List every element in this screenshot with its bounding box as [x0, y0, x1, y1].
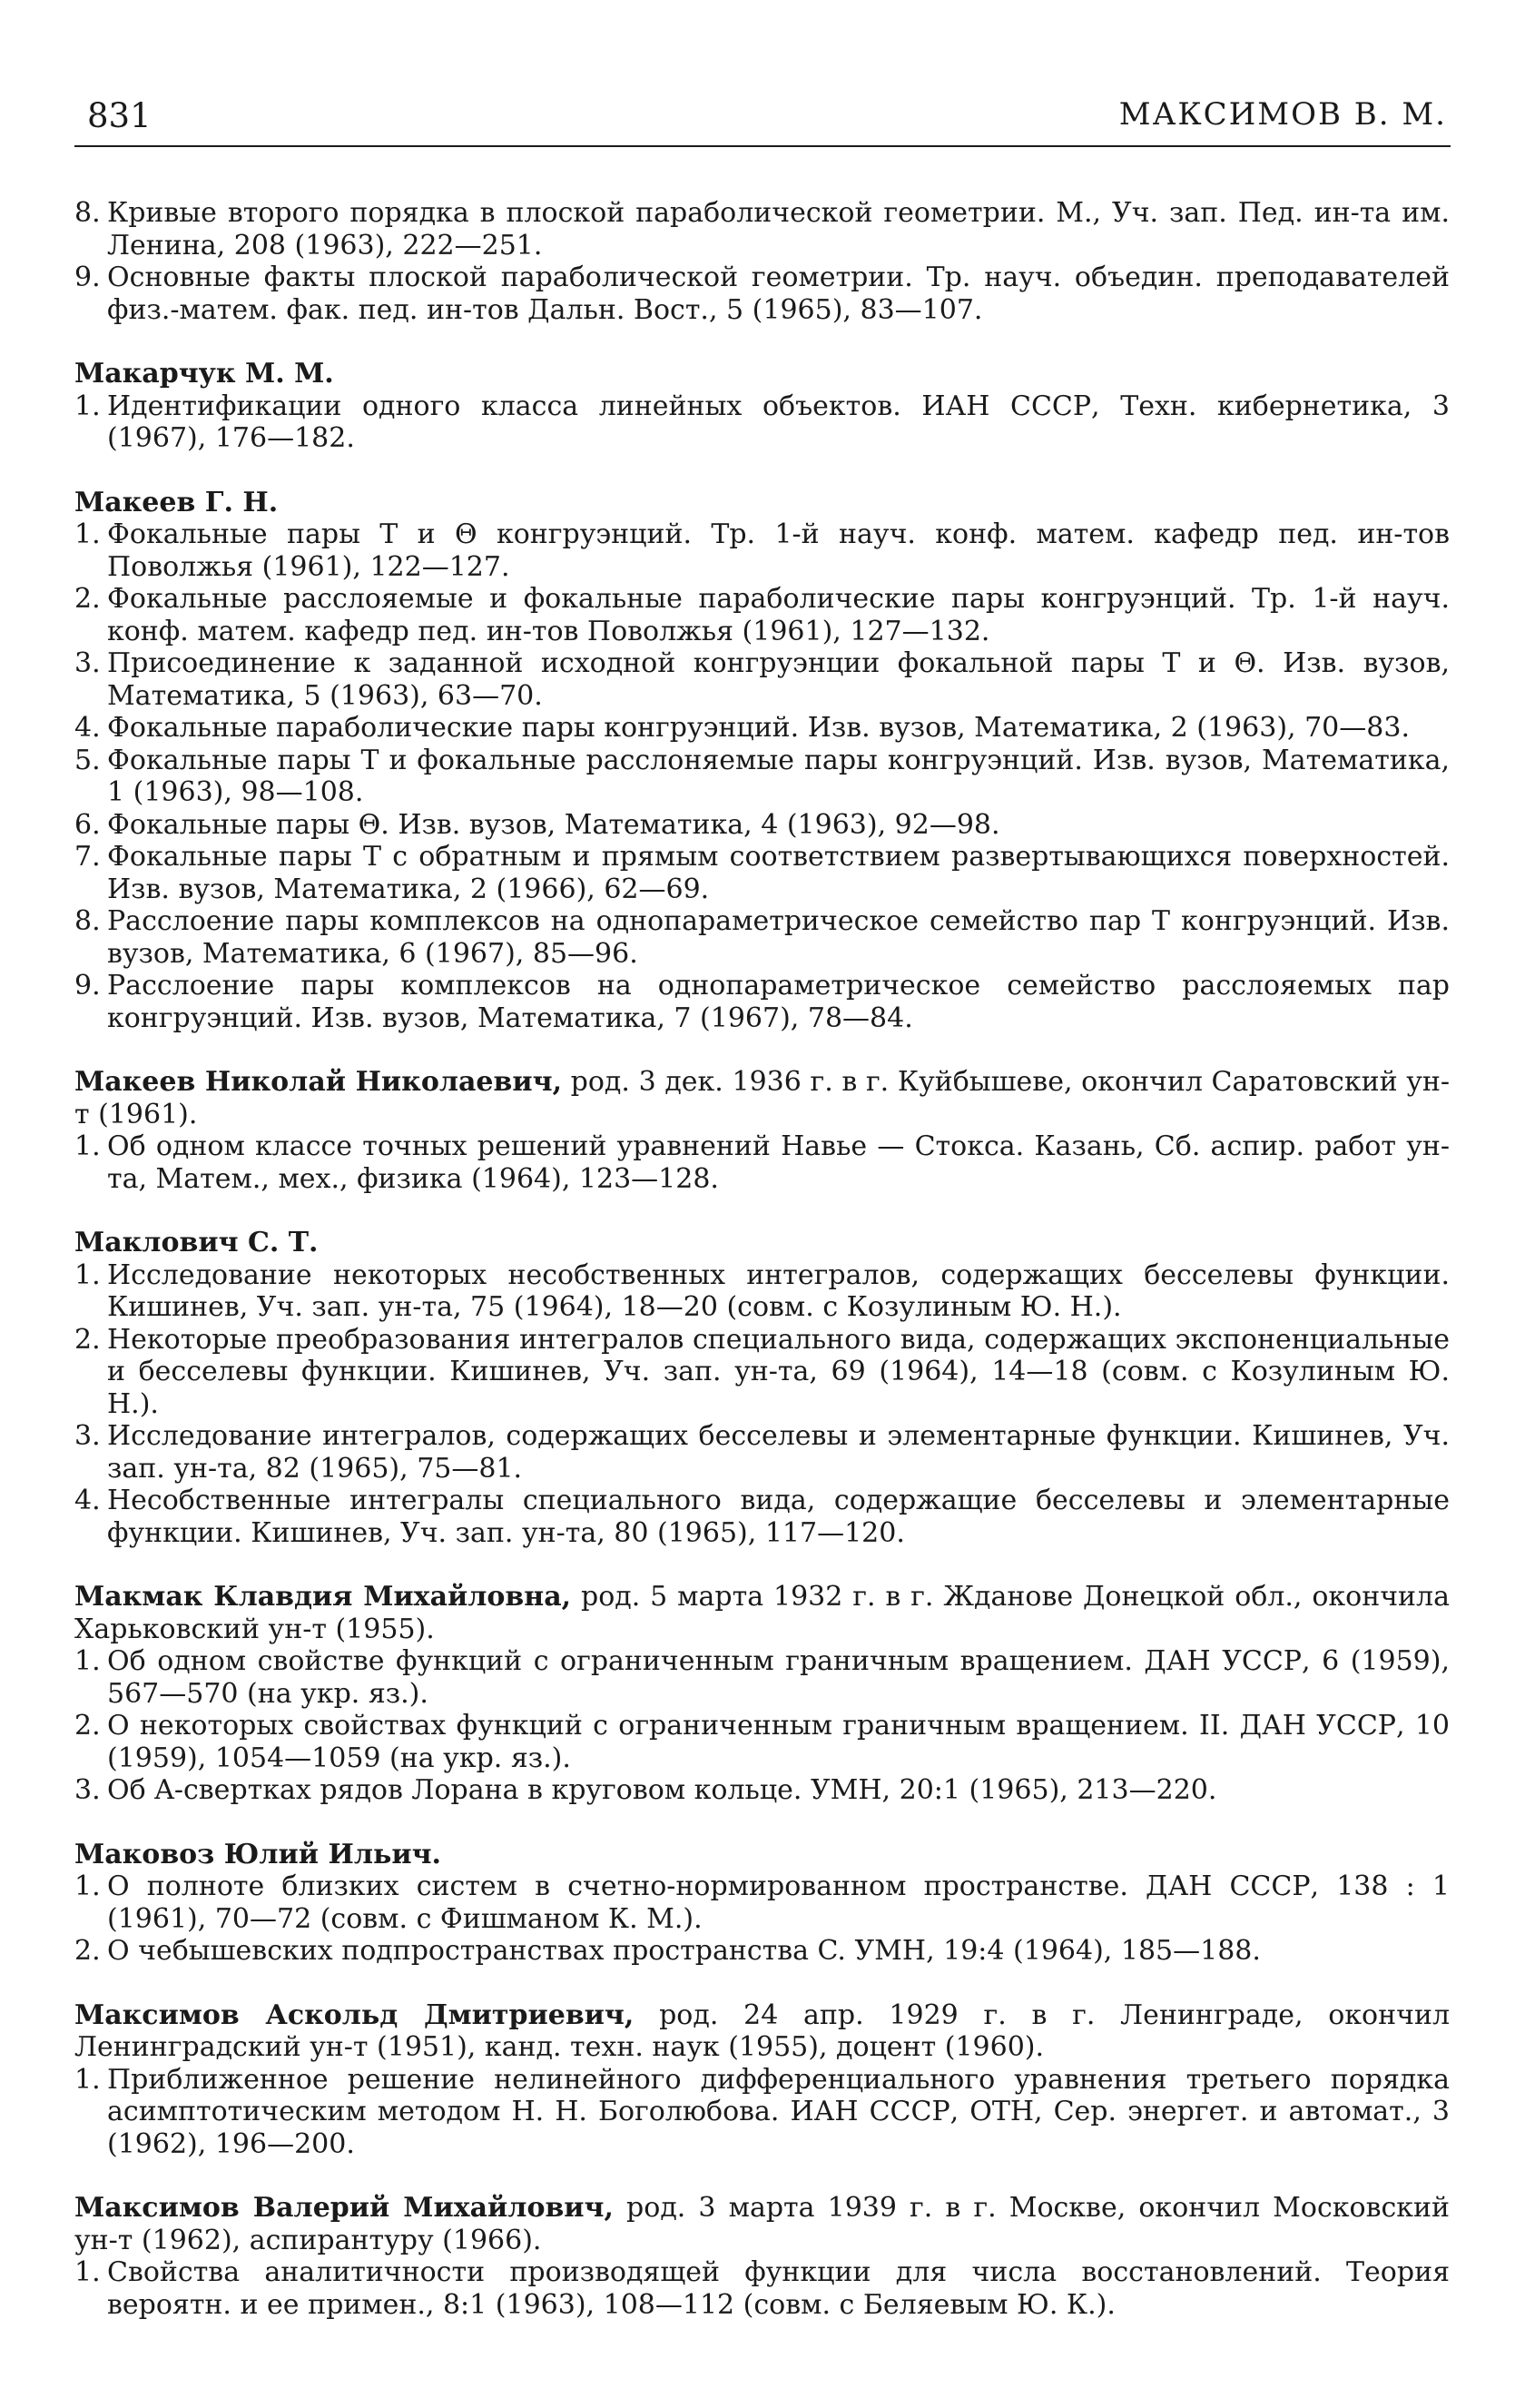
author-name: Маковоз Юлий Ильич. [74, 1838, 441, 1870]
item-number: 3. [74, 1420, 101, 1452]
item-number: 9. [74, 970, 101, 1002]
item-number: 8. [74, 197, 101, 229]
author-bio: род. 3 марта 1939 г. в г. Москве, окончил Московский ун-т (1962), аспирантуру (1966). [74, 2192, 1451, 2256]
item-text: Кривые второго порядка в плоской параболической геометрии. М., Уч. зап. Пед. ин-та им. Ленина, 208 (1963), 222—251. [107, 197, 1450, 262]
page-number: 831 [87, 96, 152, 135]
author-name: Маклович С. Т. [74, 1227, 319, 1258]
item-number: 2. [74, 583, 101, 615]
item-text: Несобственные интегралы специального вида, содержащие бесселевы и элементарные функции. Кишинев, Уч. зап. ун-та, 80 (1965), 117—120. [107, 1485, 1450, 1549]
publication-item [74, 2256, 1450, 2321]
running-head [74, 91, 1451, 147]
item-number: 2. [74, 1710, 101, 1742]
item-number: 4. [74, 712, 101, 744]
item-text: Фокальные расслояемые и фокальные параболические пары конгруэнций. Тр. 1-й науч. конф. матем. кафедр пед. ин-тов Поволжья (1961), 127—132. [107, 583, 1450, 647]
author-heading [74, 1066, 1450, 1130]
item-number: 1. [74, 1258, 101, 1291]
item-number: 1. [74, 2063, 101, 2096]
publication-item [74, 197, 1450, 262]
publication-item [74, 1870, 1450, 1935]
item-text: О чебышевских подпространствах пространства C. УМН, 19:4 (1964), 185—188. [107, 1935, 1261, 1967]
bibliography-entry [74, 358, 1450, 455]
bibliography-entry [74, 1066, 1450, 1195]
item-number: 1. [74, 2256, 101, 2288]
item-text: Присоединение к заданной исходной конгруэнции фокальной пары T и Θ. Изв. вузов, Математика, 5 (1963), 63—70. [107, 647, 1450, 712]
publication-item [74, 583, 1450, 647]
author-name: Максимов Аскольд Дмитриевич, [74, 1998, 635, 2031]
item-text: Об A-свертках рядов Лорана в круговом кольце. УМН, 20:1 (1965), 213—220. [107, 1774, 1217, 1806]
bibliography-entry [74, 1581, 1450, 1807]
item-text: Некоторые преобразования интегралов специального вида, содержащих экспоненциальные и бесселевы функции. Кишинев, Уч. зап. ун-та, 69 (1964), 14—18 (совм. с Козулиным Ю. Н.). [107, 1323, 1450, 1420]
bibliography-body [74, 197, 1450, 2353]
publication-item [74, 390, 1450, 455]
item-number: 1. [74, 1130, 101, 1162]
author-bio: род. 3 дек. 1936 г. в г. Куйбышеве, окончил Саратовский ун-т (1961). [74, 1066, 1450, 1130]
item-number: 1. [74, 1645, 101, 1677]
item-number: 4. [74, 1485, 101, 1516]
publication-item [74, 1774, 1450, 1807]
author-heading [74, 487, 1450, 519]
bibliography-entry [74, 2192, 1450, 2321]
author-bio: род. 24 апр. 1929 г. в г. Ленинграде, окончил Ленинградский ун-т (1951), канд. техн. наук (1955), доцент (1960). [74, 1998, 1450, 2063]
bibliography-entry [74, 1999, 1450, 2161]
item-number: 9. [74, 262, 101, 293]
item-text: Свойства аналитичности производящей функции для числа восстановлений. Теория вероятн. и ее примен., 8:1 (1963), 108—112 (совм. с Беляевым Ю. К.). [107, 2256, 1450, 2321]
publication-item [74, 1485, 1450, 1549]
item-text: Фокальные пары Θ. Изв. вузов, Математика, 4 (1963), 92—98. [107, 808, 1000, 841]
item-number: 3. [74, 1774, 101, 1806]
item-text: Приближенное решение нелинейного дифференциального уравнения третьего порядка асимптотическим методом Н. Н. Боголюбова. ИАН СССР, ОТН, Сер. энергет. и автомат., 3 (1962), 196—200. [107, 2063, 1450, 2160]
author-heading [74, 2192, 1450, 2256]
author-heading [74, 1227, 1450, 1259]
item-text: О некоторых свойствах функций с ограниченным граничным вращением. II. ДАН УССР, 10 (1959), 1054—1059 (на укр. яз.). [107, 1710, 1450, 1774]
publication-item [74, 1259, 1450, 1324]
author-name: Макеев Николай Николаевич, [74, 1066, 563, 1098]
item-text: Фокальные пары T и Θ конгруэнций. Тр. 1-й науч. конф. матем. кафедр пед. ин-тов Поволжья (1961), 122—127. [107, 518, 1450, 583]
item-text: Расслоение пары комплексов на однопараметрическое семейство расслояемых пар конгруэнций. Изв. вузов, Математика, 7 (1967), 78—84. [107, 970, 1450, 1034]
author-name: Макеев Г. Н. [74, 486, 279, 518]
author-heading [74, 1839, 1450, 1871]
author-name: Макарчук М. М. [74, 358, 334, 390]
author-name: Макмак Клавдия Михайловна, [74, 1581, 572, 1613]
bibliography-entry [74, 1839, 1450, 1968]
item-text: Фокальные пары T и фокальные расслоняемые пары конгруэнций. Изв. вузов, Математика, 1 (1963), 98—108. [107, 744, 1450, 808]
publication-item [74, 841, 1450, 905]
publication-item [74, 809, 1450, 842]
publication-item [74, 262, 1450, 326]
item-text: Идентификации одного класса линейных объектов. ИАН СССР, Техн. кибернетика, 3 (1967), 176—182. [107, 390, 1450, 454]
item-text: Исследование некоторых несобственных интегралов, содержащих бесселевы функции. Кишинев, Уч. зап. ун-та, 75 (1964), 18—20 (совм. с Козулиным Ю. Н.). [107, 1258, 1450, 1323]
publication-item [74, 712, 1450, 745]
item-text: Основные факты плоской параболической геометрии. Тр. науч. объедин. преподавателей физ.-матем. фак. пед. ин-тов Дальн. Вост., 5 (1965), 83—107. [107, 262, 1450, 326]
publication-item [74, 647, 1450, 712]
publication-item [74, 1130, 1450, 1195]
item-number: 5. [74, 744, 101, 776]
publication-item [74, 1324, 1450, 1421]
running-title: МАКСИМОВ В. М. [1118, 96, 1447, 133]
publication-item [74, 2064, 1450, 2161]
publication-item [74, 1645, 1450, 1710]
author-heading [74, 1581, 1450, 1645]
item-text: Об одном классе точных решений уравнений Навье — Стокса. Казань, Сб. аспир. работ ун-та, Матем., мех., физика (1964), 123—128. [107, 1130, 1450, 1195]
item-number: 6. [74, 808, 101, 841]
publication-item [74, 1935, 1450, 1968]
bibliography-entry [74, 197, 1450, 326]
author-name: Максимов Валерий Михайлович, [74, 2192, 614, 2224]
item-number: 1. [74, 1870, 101, 1902]
bibliography-entry [74, 1227, 1450, 1549]
publication-item [74, 905, 1450, 970]
item-number: 1. [74, 518, 101, 550]
item-text: Расслоение пары комплексов на однопараметрическое семейство пар T конгруэнций. Изв. вузов, Математика, 6 (1967), 85—96. [107, 905, 1450, 970]
publication-item [74, 518, 1450, 583]
item-text: Об одном свойстве функций с ограниченным граничным вращением. ДАН УССР, 6 (1959), 567—570 (на укр. яз.). [107, 1645, 1450, 1710]
item-number: 7. [74, 841, 101, 873]
item-number: 1. [74, 390, 101, 422]
author-bio: род. 5 марта 1932 г. в г. Жданове Донецкой обл., окончила Харьковский ун-т (1955). [74, 1581, 1450, 1645]
publication-item [74, 1710, 1450, 1774]
item-text: О полноте близких систем в счетно-нормированном пространстве. ДАН СССР, 138 : 1 (1961), 70—72 (совм. с Фишманом К. М.). [107, 1870, 1450, 1935]
item-number: 2. [74, 1935, 101, 1967]
item-number: 2. [74, 1323, 101, 1356]
author-heading [74, 1999, 1450, 2064]
item-number: 3. [74, 647, 101, 679]
bibliography-entry [74, 487, 1450, 1035]
publication-item [74, 745, 1450, 809]
publication-item [74, 970, 1450, 1034]
item-text: Исследование интегралов, содержащих бесселевы и элементарные функции. Кишинев, Уч. зап. ун-та, 82 (1965), 75—81. [107, 1420, 1450, 1485]
item-number: 8. [74, 905, 101, 937]
publication-item [74, 1420, 1450, 1485]
item-text: Фокальные пары T с обратным и прямым соответствием развертывающихся поверхностей. Изв. вузов, Математика, 2 (1966), 62—69. [107, 841, 1450, 905]
author-heading [74, 358, 1450, 390]
item-text: Фокальные параболические пары конгруэнций. Изв. вузов, Математика, 2 (1963), 70—83. [107, 712, 1410, 744]
